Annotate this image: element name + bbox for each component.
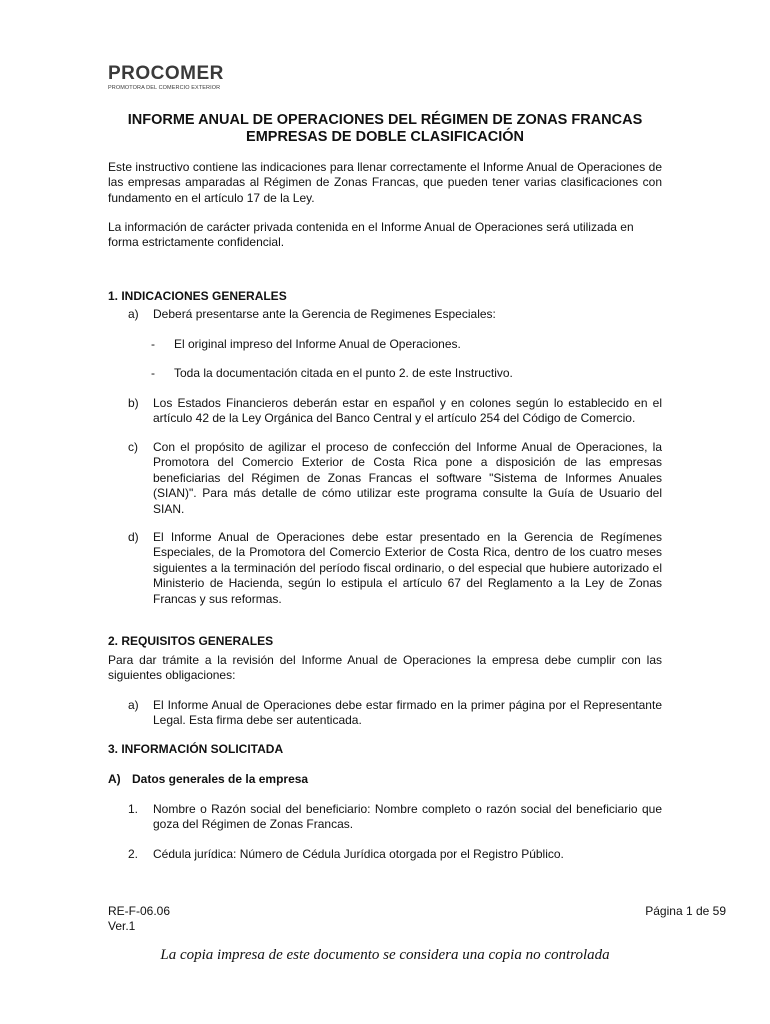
- dash-item-2: Toda la documentación citada en el punto 2. de este Instructivo.: [174, 366, 513, 380]
- item-2a-label: a): [128, 698, 139, 712]
- item-1a-text: Deberá presentarse ante la Gerencia de Regimenes Especiales:: [153, 307, 496, 321]
- item-1c-label: c): [128, 440, 138, 454]
- item-3-2-text: Cédula jurídica: Número de Cédula Jurídica otorgada por el Registro Público.: [153, 847, 564, 861]
- document-code: RE-F-06.06: [108, 904, 171, 918]
- logo-tagline: PROMOTORA DEL COMERCIO EXTERIOR: [108, 85, 221, 91]
- subsection-a-heading: Datos generales de la empresa: [132, 772, 309, 786]
- dash-bullet-2: -: [151, 366, 155, 380]
- section-2-heading: 2. REQUISITOS GENERALES: [108, 634, 274, 648]
- item-1a-label: a): [128, 307, 139, 321]
- section-2-intro: Para dar trámite a la revisión del Informe Anual de Operaciones la empresa debe cumplir con las siguientes obligaciones:: [108, 653, 662, 683]
- intro-paragraph-1: Este instructivo contiene las indicaciones para llenar correctamente el Informe Anual de Operaciones de las empresas amparadas al Régimen de Zonas Francas, que pueden tener varias clasificaciones con fundamento en el artículo 17 de la Ley.: [108, 160, 662, 205]
- document-version: Ver.1: [108, 919, 136, 933]
- dash-bullet-1: -: [151, 337, 155, 351]
- section-3-heading: 3. INFORMACIÓN SOLICITADA: [108, 742, 284, 756]
- item-1b-text: Los Estados Financieros deberán estar en español y en colones según lo establecido en el artículo 42 de la Ley Orgánica del Banco Central y el artículo 254 del Código de Comercio.: [153, 396, 662, 426]
- uncontrolled-copy-notice: La copia impresa de este documento se considera una copia no controlada: [160, 947, 610, 963]
- dash-item-1: El original impreso del Informe Anual de Operaciones.: [174, 337, 461, 351]
- item-3-1-label: 1.: [128, 802, 139, 816]
- item-1b-label: b): [128, 396, 139, 410]
- section-1-heading: 1. INDICACIONES GENERALES: [108, 289, 287, 303]
- title-line-1: INFORME ANUAL DE OPERACIONES DEL RÉGIMEN DE ZONAS FRANCAS: [127, 112, 643, 128]
- document-title: [108, 112, 662, 146]
- item-1d-text: El Informe Anual de Operaciones debe estar presentado en la Gerencia de Regímenes Especiales, de la Promotora del Comercio Exterior de Costa Rica, dentro de los cuatro meses siguientes a la terminación del período fiscal ordinario, o del especial que hubiere autorizado el Ministerio de Hacienda, según lo estipula el artículo 67 del Reglamento a la Ley de Zonas Francas y sus reformas.: [153, 530, 662, 606]
- item-2a-text: El Informe Anual de Operaciones debe estar firmado en la primer página por el Representante Legal. Esta firma debe ser autenticada.: [153, 698, 662, 728]
- page-number: Página 1 de 59: [645, 904, 726, 918]
- logo-name: PROCOMER: [108, 63, 224, 84]
- procomer-logo: [108, 64, 224, 92]
- item-3-1-text: Nombre o Razón social del beneficiario: Nombre completo o razón social del beneficiario que goza del Régimen de Zonas Francas.: [153, 802, 662, 832]
- item-1c-text: Con el propósito de agilizar el proceso de confección del Informe Anual de Operaciones, la Promotora del Comercio Exterior de Costa Rica pone a disposición de las empresas beneficiarias del Régimen de Zonas Francas el software "Sistema de Informes Anuales (SIAN)". Para más detalle de cómo utilizar este programa consulte la Guía de Usuario del SIAN.: [153, 440, 662, 516]
- item-1d-label: d): [128, 530, 139, 544]
- title-line-2: EMPRESAS DE DOBLE CLASIFICACIÓN: [246, 129, 524, 145]
- item-3-2-label: 2.: [128, 847, 139, 861]
- intro-paragraph-2: La información de carácter privada contenida en el Informe Anual de Operaciones será utilizada en forma estrictamente confidencial.: [108, 220, 634, 250]
- footer-document-code: [108, 904, 170, 934]
- subsection-a-label: A): [108, 772, 121, 786]
